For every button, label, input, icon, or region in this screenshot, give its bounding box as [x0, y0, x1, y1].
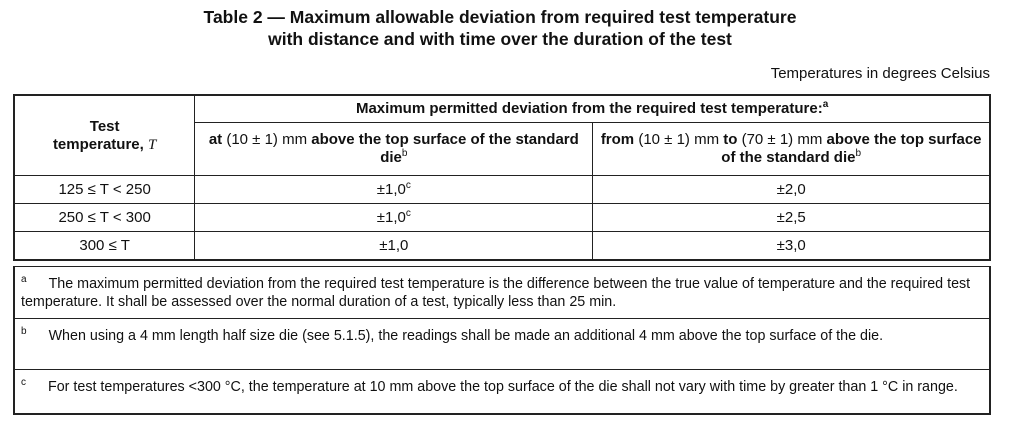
footnote-letter: b [21, 326, 27, 337]
footnote-text: When using a 4 mm length half size die (see 5.1.5), the readings shall be made an additional 4 mm above the top surface of the die. [48, 327, 884, 344]
footnote-a [15, 267, 989, 318]
sub1-part3: above the top surface of the standard die [311, 131, 579, 166]
sub2-part3: to [723, 131, 738, 148]
header-sub1 [195, 123, 593, 176]
row-range: 300 ≤ T [14, 232, 195, 261]
row-dev1 [195, 176, 593, 204]
table-row [14, 204, 990, 232]
sub2-part5: above the top surface of the standard die [721, 131, 982, 166]
row-dev1 [195, 204, 593, 232]
header-test-temperature [14, 95, 195, 176]
footnote-c [15, 369, 989, 418]
header-col1-line1: Test [89, 117, 120, 135]
footnote-text: For test temperatures <300 °C, the temperature at 10 mm above the top surface of the die shall not vary with time by greater than 1 °C in range. [48, 378, 958, 395]
header-col1-text: temperature, [52, 135, 144, 153]
table-title [0, 6, 1000, 50]
header-col1-line2 [19, 136, 190, 154]
header-sub2 [593, 123, 990, 176]
sub2-part1: from [600, 131, 635, 148]
units-note: Temperatures in degrees Celsius [770, 65, 990, 82]
header-group-text: Maximum permitted deviation from the required test temperature: [355, 100, 823, 117]
header-row-1 [14, 95, 990, 123]
row-dev1 [195, 232, 593, 261]
table-row [14, 232, 990, 261]
sub2-part2: (10 ± 1) mm [634, 131, 724, 148]
footnote-letter: a [21, 274, 27, 285]
footnote-letter: c [21, 377, 26, 388]
row-dev1-value: ±1,0 [376, 208, 406, 226]
sub1-part1: at [208, 131, 223, 148]
sub1-ref: b [401, 148, 408, 159]
row-range: 125 ≤ T < 250 [14, 176, 195, 204]
row-dev1-ref: c [405, 207, 411, 219]
row-dev1-ref: c [405, 179, 411, 191]
row-range: 250 ≤ T < 300 [14, 204, 195, 232]
footnote-text: The maximum permitted deviation from the required test temperature is the difference between the true value of temperature and the required test temperature. It shall be assessed over the normal duration of a test, typically less than 25 min. [21, 275, 971, 310]
deviation-table [13, 94, 991, 261]
header-group-deviation [195, 95, 990, 123]
table-row [14, 176, 990, 204]
table-title-line1: Table 2 — Maximum allowable deviation from required test temperature [203, 7, 797, 27]
sub2-ref: b [855, 148, 862, 159]
table-title-line2: with distance and with time over the duration of the test [268, 29, 732, 49]
row-dev2: ±3,0 [593, 232, 990, 261]
sub2-part4: (70 ± 1) mm [737, 131, 827, 148]
row-dev1-value: ±1,0 [379, 236, 409, 254]
sub1-part2: (10 ± 1) mm [222, 131, 312, 148]
row-dev1-value: ±1,0 [376, 180, 406, 198]
header-group-ref: a [822, 99, 829, 110]
header-col1-symbol: T [147, 136, 157, 153]
footnote-b [15, 318, 989, 369]
row-dev2: ±2,5 [593, 204, 990, 232]
footnotes-box [13, 266, 991, 415]
row-dev2: ±2,0 [593, 176, 990, 204]
